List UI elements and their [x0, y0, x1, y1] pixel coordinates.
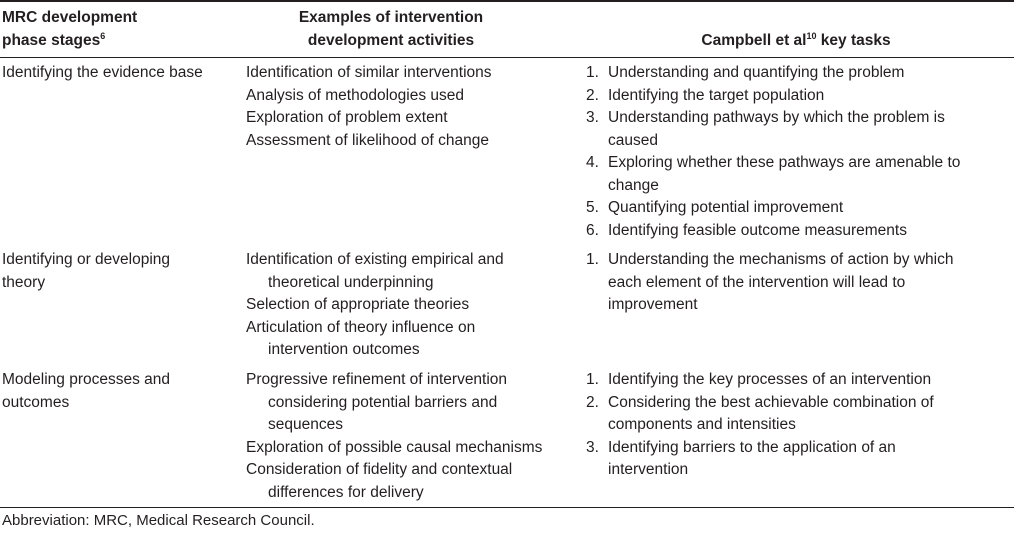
- activity-text: Consideration of fidelity and contextual: [246, 461, 513, 478]
- activity-text-cont: theoretical underpinning: [268, 273, 434, 291]
- task-text: Quantifying potential improvement: [608, 199, 844, 216]
- task-text-cont: caused: [608, 131, 658, 149]
- row-1-task-2: [586, 85, 1006, 108]
- row-3-activities: [246, 369, 576, 504]
- row-3-stage-line1: Modeling processes and: [2, 371, 171, 388]
- header-col-activities: [246, 7, 536, 52]
- row-3-activity-3: [246, 459, 576, 504]
- activity-text-cont: sequences: [268, 416, 343, 433]
- task-text-cont: improvement: [608, 296, 698, 313]
- task-number: 3.: [586, 438, 599, 456]
- header-col-activities-line1: Examples of intervention: [298, 9, 484, 26]
- task-text: Exploring whether these pathways are amenable to: [608, 154, 961, 171]
- row-1-activities: [246, 62, 576, 152]
- row-3-task-2: [586, 392, 1006, 437]
- row-1-tasks: [586, 62, 1006, 242]
- header-col-stages-line2: [2, 30, 137, 53]
- task-number: 3.: [586, 109, 599, 126]
- row-2-tasks: [586, 249, 1006, 317]
- header-col-tasks-pre: Campbell et al: [701, 32, 807, 49]
- activity-text: Progressive refinement of intervention: [246, 371, 508, 388]
- row-1-activity-3: Exploration of problem extent: [246, 109, 448, 126]
- row-2-stage: [2, 249, 170, 294]
- task-number: 6.: [586, 221, 599, 239]
- activity-text-cont: differences for delivery: [268, 483, 424, 501]
- task-number: 1.: [586, 371, 599, 388]
- task-text: Identifying feasible outcome measurements: [608, 221, 907, 239]
- header-col-tasks-post: key tasks: [816, 32, 891, 49]
- header-rule: [0, 57, 1014, 58]
- row-3-task-1: [586, 369, 1006, 392]
- activity-text-cont: intervention outcomes: [268, 341, 420, 358]
- task-text-cont: change: [608, 176, 659, 194]
- task-text: Understanding and quantifying the problem: [608, 64, 905, 81]
- task-number: 4.: [586, 154, 599, 171]
- task-text-cont: intervention: [608, 461, 689, 478]
- header-col-stages-ref: 6: [100, 30, 106, 41]
- header-col-stages-line1: MRC development: [2, 9, 138, 26]
- row-1-activity-1: Identification of similar interventions: [246, 64, 492, 81]
- row-2-activity-1: [246, 249, 576, 294]
- header-col-tasks-ref: 10: [806, 30, 817, 41]
- row-1-task-6: [586, 220, 1006, 243]
- task-number: 2.: [586, 393, 599, 411]
- table-top-rule: [0, 0, 1014, 2]
- row-2-activities: [246, 249, 576, 362]
- row-3-activity-2: Exploration of possible causal mechanisms: [246, 438, 543, 456]
- row-3-stage: [2, 369, 170, 414]
- task-text: Understanding pathways by which the problem is: [608, 109, 945, 126]
- task-number: 5.: [586, 199, 599, 216]
- header-col-tasks: [586, 30, 1006, 53]
- header-col-stages: [2, 7, 137, 52]
- task-text: Identifying the target population: [608, 86, 825, 104]
- activity-text-cont: considering potential barriers and: [268, 393, 498, 411]
- row-1-task-4: [586, 152, 1006, 197]
- task-number: 2.: [586, 86, 599, 104]
- row-1-activity-4: Assessment of likelihood of change: [246, 131, 489, 149]
- row-1-task-3: [586, 107, 1006, 152]
- row-2-stage-line1: Identifying or developing: [2, 251, 171, 268]
- row-2-stage-line2: theory: [2, 273, 46, 291]
- row-2-task-1: [586, 249, 1006, 317]
- row-2-activity-2: Selection of appropriate theories: [246, 296, 470, 313]
- row-3-stage-line2: outcomes: [2, 393, 70, 411]
- task-number: 1.: [586, 251, 599, 268]
- row-3-tasks: [586, 369, 1006, 482]
- task-text: Considering the best achievable combination of: [608, 393, 934, 411]
- task-text-cont: each element of the intervention will lead to: [608, 273, 906, 291]
- header-col-activities-line2: development activities: [307, 31, 475, 49]
- task-number: 1.: [586, 64, 599, 81]
- task-text-cont: components and intensities: [608, 416, 796, 433]
- row-1-stage-line: Identifying the evidence base: [2, 64, 203, 81]
- task-text: Identifying the key processes of an intervention: [608, 371, 932, 388]
- activity-text: Identification of existing empirical and: [246, 251, 504, 268]
- table-bottom-rule: [0, 507, 1014, 508]
- row-3-task-3: [586, 437, 1006, 482]
- row-1-activity-2: Analysis of methodologies used: [246, 86, 464, 104]
- table-footnote: Abbreviation: MRC, Medical Research Council.: [2, 512, 315, 529]
- row-1-stage: [2, 62, 203, 85]
- activity-text: Articulation of theory influence on: [246, 318, 476, 336]
- row-2-activity-3: [246, 317, 576, 362]
- task-text: Understanding the mechanisms of action by which: [608, 251, 954, 268]
- header-col-stages-text: phase stages: [2, 31, 101, 49]
- task-text: Identifying barriers to the application of an: [608, 438, 896, 456]
- row-3-activity-1: [246, 369, 576, 437]
- row-1-task-1: [586, 62, 1006, 85]
- row-1-task-5: [586, 197, 1006, 220]
